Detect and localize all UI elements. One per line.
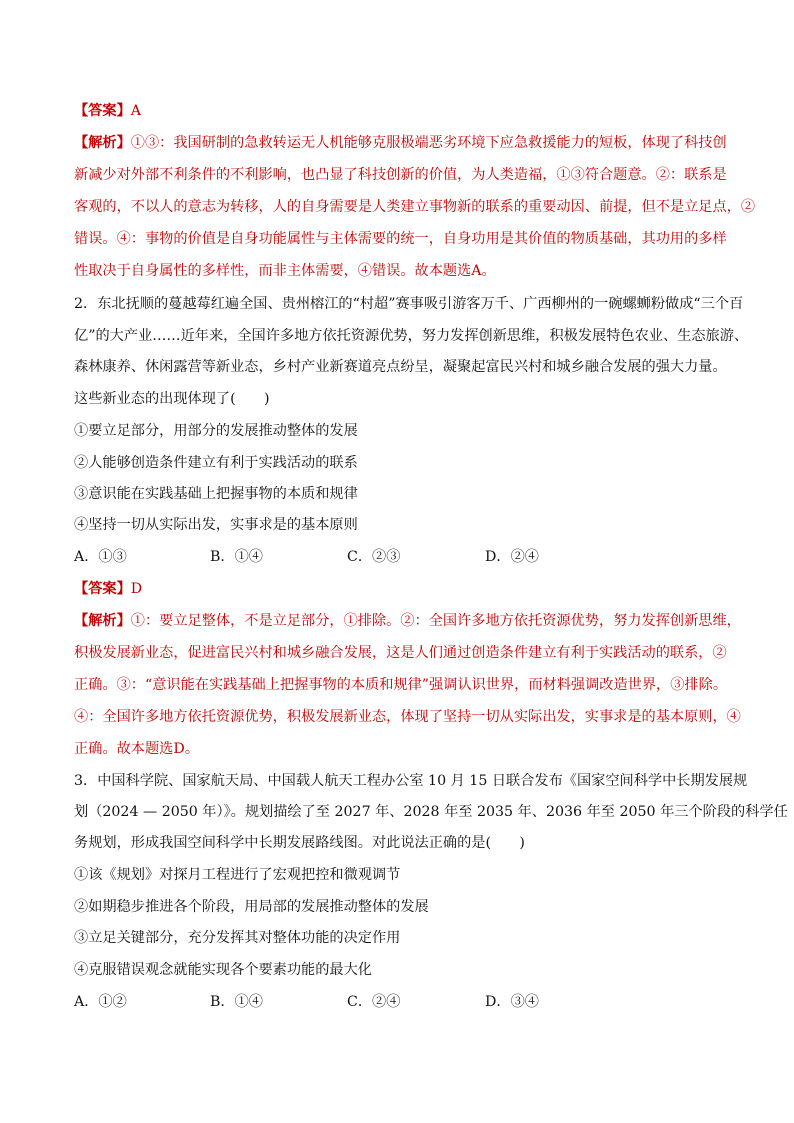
q2-option-c: C．②③ [347,549,401,565]
q3-stem-line-3: 务规划，形成我国空间科学中长期发展路线图。对此说法正确的是( ) [74,835,525,851]
q2-stem-line-4: 这些新业态的出现体现了( ) [74,391,270,407]
q3-option-b: B．①④ [210,994,263,1010]
q3-item-3: ③立足关键部分，充分发挥其对整体功能的决定作用 [74,930,401,946]
answer-value: A [130,103,142,119]
q3-stem-line-1: 3．中国科学院、国家航天局、中国载人航天工程办公室 10 月 15 日联合发布《国家空间科学中长期发展规 [74,773,748,789]
q3-option-d: D．③④ [485,994,539,1010]
q2-option-a: A．①③ [74,549,127,565]
q1-analysis-line-4: 错误。④：事物的价值是自身功能属性与主体需要的统一，自身功用是其价值的物质基础，其功用的多样 [74,231,727,247]
answer-value: D [130,581,143,597]
q2-stem-line-3: 森林康养、休闲露营等新业态，乡村产业新赛道亮点纷呈，凝聚起富民兴村和城乡融合发展的强大力量。 [74,359,727,375]
q2-analysis-line-2: 积极发展新业态，促进富民兴村和城乡融合发展，这是人们通过创造条件建立有利于实践活动的联系，② [74,645,727,661]
q3-item-2: ②如期稳步推进各个阶段，用局部的发展推动整体的发展 [74,899,429,915]
q2-analysis-line-5: 正确。故本题选D。 [74,741,199,757]
q2-answer [74,579,142,599]
q2-item-3: ③意识能在实践基础上把握事物的本质和规律 [74,486,358,502]
analysis-tag: 【解析】 [74,135,131,151]
q1-analysis-line-1: 【解析】①③：我国研制的急救转运无人机能够克服极端恶劣环境下应急救援能力的短板，体现了科技创 [74,135,727,151]
q2-stem-line-2: 亿”的大产业……近年来，全国许多地方依托资源优势，努力发挥创新思维，积极发展特色农业、生态旅游、 [74,328,749,344]
q3-item-4: ④克服错误观念就能实现各个要素功能的最大化 [74,962,372,978]
q1-analysis-line-2: 新减少对外部不利条件的不利影响，也凸显了科技创新的价值，为人类造福，①③符合题意。②：联系是 [74,167,727,183]
analysis-tag: 【解析】 [74,613,131,629]
q3-option-c: C．②④ [347,994,401,1010]
q1-analysis-line-5: 性取决于自身属性的多样性，而非主体需要，④错误。故本题选A。 [74,263,496,279]
q1-answer [74,101,141,121]
q2-item-2: ②人能够创造条件建立有利于实践活动的联系 [74,455,358,471]
q2-analysis-line-1: 【解析】①：要立足整体，不是立足部分，①排除。②：全国许多地方依托资源优势，努力发挥创新思维， [74,613,741,629]
q2-option-d: D．②④ [485,549,539,565]
q3-item-1: ①该《规划》对探月工程进行了宏观把控和微观调节 [74,867,401,883]
q3-stem-line-2: 划（2024 — 2050 年）》。规划描绘了至 2027 年、2028 年至 2035 年、2036 年至 2050 年三个阶段的科学任 [74,804,788,820]
q2-analysis-line-4: ④：全国许多地方依托资源优势，积极发展新业态，体现了坚持一切从实际出发，实事求是的基本原则，④ [74,709,741,725]
answer-tag: 【答案】 [74,581,131,597]
q2-item-1: ①要立足部分，用部分的发展推动整体的发展 [74,423,358,439]
q3-option-a: A．①② [74,994,127,1010]
q2-option-b: B．①④ [210,549,263,565]
q2-item-4: ④坚持一切从实际出发，实事求是的基本原则 [74,517,358,533]
q2-stem-line-1: 2．东北抚顺的蔓越莓红遍全国、贵州榕江的“村超”赛事吸引游客万千、广西柳州的一碗螺蛳粉做成“三个百 [74,296,744,312]
answer-tag: 【答案】 [74,103,131,119]
q1-analysis-line-3: 客观的，不以人的意志为转移，人的自身需要是人类建立事物新的联系的重要动因、前提，但不是立足点，② [74,199,756,215]
q2-analysis-line-3: 正确。③：“意识能在实践基础上把握事物的本质和规律”强调认识世界，而材料强调改造世界，③排除。 [74,677,727,693]
